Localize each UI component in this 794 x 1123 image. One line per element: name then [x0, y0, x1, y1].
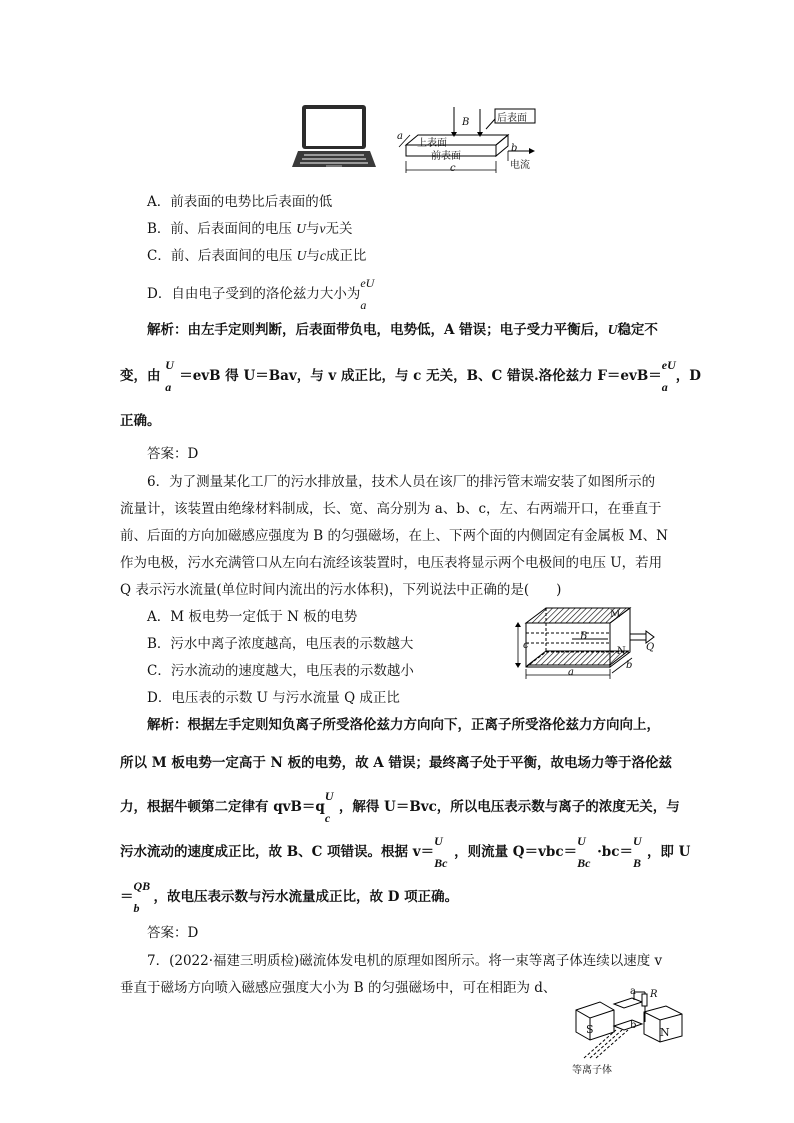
mhd-label-plasma: 等离子体 — [572, 1065, 612, 1076]
q5-solution-line1: 解析：由左手定则判断，后表面带负电，电势低，A 错误；电子受力平衡后，U稳定不 — [147, 322, 658, 338]
q5-solution-line3: 正确。 — [120, 413, 161, 429]
q5-option-b: B．前、后表面间的电压 U与v无关 — [147, 221, 353, 237]
q6-solution-line3: 力，根据牛顿第二定律有 qvB＝q U c ，解得 U＝Bvc，所以电压表示数与离子的浓度无关，与 — [120, 789, 680, 825]
q6-option-d: D．电压表的示数 U 与污水流量 Q 成正比 — [147, 690, 400, 706]
label-back-surface: 后表面 — [497, 113, 527, 124]
mhd-label-N: N — [660, 1026, 670, 1039]
mhd-label-S: S — [586, 1023, 594, 1036]
laptop-figure — [292, 103, 378, 171]
mhd-label-a: a — [630, 986, 636, 997]
flow-label-b: b — [626, 660, 633, 671]
label-front-surface: 前表面 — [431, 151, 461, 162]
q6-option-b: B．污水中离子浓度越高，电压表的示数越大 — [147, 636, 414, 652]
mhd-label-R: R — [650, 989, 658, 1000]
q6-option-a: A．M 板电势一定低于 N 板的电势 — [147, 609, 358, 625]
label-current: 电流 — [510, 160, 530, 171]
label-top-surface: 上表面 — [417, 138, 447, 149]
q6-solution-line5: ＝ QB b ，故电压表示数与污水流量成正比，故 D 项正确。 — [120, 879, 459, 915]
flow-label-Q: Q — [646, 642, 655, 653]
label-B: B — [462, 117, 470, 128]
q7-stem-line1: 7．(2022·福建三明质检)磁流体发电机的原理如图所示。将一束等离子体连续以速度 v — [147, 953, 663, 969]
q6-solution-line4: 污水流动的速度成正比，故 B、C 项错误。根据 v＝ U Bc ，则流量 Q＝vbc＝ U Bc ·bc＝ U B ，即 U — [120, 834, 691, 870]
q5-option-a: A．前表面的电势比后表面的低 — [147, 194, 333, 210]
label-c: c — [450, 163, 456, 174]
q6-stem-line1: 6．为了测量某化工厂的污水排放量，技术人员在该厂的排污管末端安装了如图所示的 — [147, 474, 656, 490]
flow-label-M: M — [610, 609, 621, 620]
flow-label-a: a — [568, 667, 574, 678]
mhd-label-b: b — [630, 1020, 637, 1031]
flow-label-c: c — [523, 640, 529, 651]
q7-stem-line2: 垂直于磁场方向喷入磁感应强度大小为 B 的匀强磁场中，可在相距为 d、 — [120, 980, 557, 996]
q5-option-c: C．前、后表面间的电压 U与c成正比 — [147, 248, 367, 264]
q6-stem-line4: 作为电极，污水充满管口从左向右流经该装置时，电压表将显示两个电极间的电压 U，若用 — [120, 555, 663, 571]
label-a: a — [397, 131, 403, 142]
q6-solution-line1: 解析：根据左手定则知负离子所受洛伦兹力方向向下，正离子所受洛伦兹力方向向上， — [147, 717, 660, 733]
q6-stem-line3: 前、后面的方向加磁感应强度为 B 的匀强磁场，在上、下两个面的内侧固定有金属板 M、N — [120, 528, 668, 544]
q6-stem-line2: 流量计，该装置由绝缘材料制成，长、宽、高分别为 a、b、c，左、右两端开口，在垂直于 — [120, 501, 662, 517]
q5-answer: 答案：D — [147, 446, 199, 462]
q5-option-d: D．自由电子受到的洛伦兹力大小为 eU a — [147, 276, 375, 312]
q6-answer: 答案：D — [147, 925, 199, 941]
flow-label-N: N — [617, 646, 626, 657]
q6-stem-line5: Q 表示污水流量(单位时间内流出的污水体积)，下列说法中正确的是( ) — [120, 582, 562, 598]
q6-option-c: C．污水流动的速度越大，电压表的示数越小 — [147, 663, 414, 679]
q6-solution-line2: 所以 M 板电势一定高于 N 板的电势，故 A 错误；最终离子处于平衡，故电场力等于洛伦兹 — [120, 755, 672, 771]
q5-solution-line2: 变，由 U a ＝evB 得 U＝Bav，与 v 成正比，与 c 无关，B、C 错误.洛伦兹力 F＝evB＝ eU a ，D — [120, 358, 701, 394]
flow-label-B: B — [580, 631, 588, 642]
flowmeter-figure — [512, 603, 662, 681]
label-b: b — [511, 143, 518, 154]
